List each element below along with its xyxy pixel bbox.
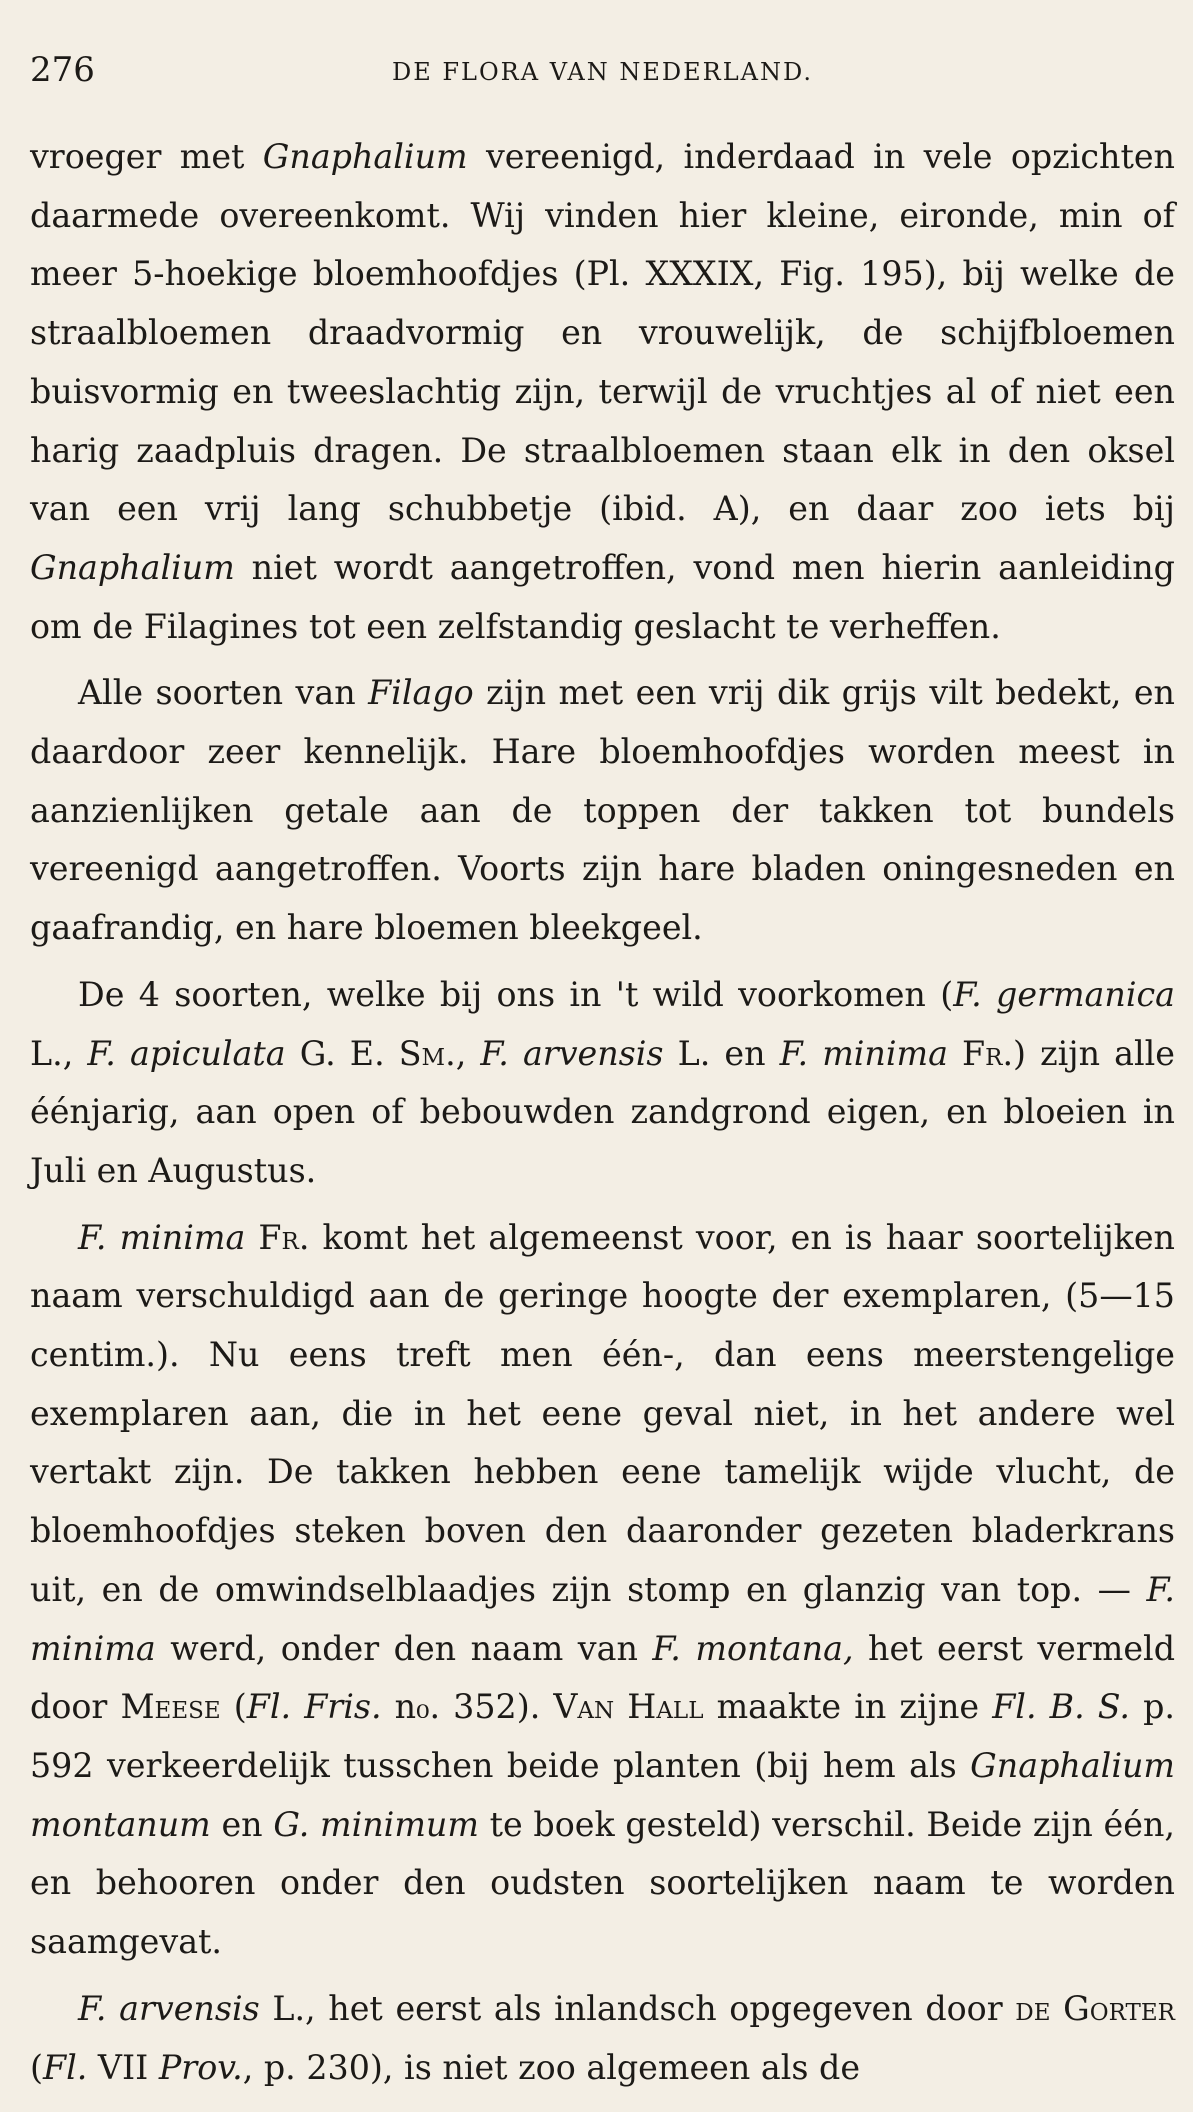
text-run: niet wordt aangetroffen, vond men hierin aanleiding om de Filagines tot een zelfstandig geslacht te verheffen. xyxy=(30,547,1175,646)
author-name: Van Hall xyxy=(553,1687,704,1727)
author-name: Fr. xyxy=(962,1033,1014,1073)
taxon-name: Gnaphalium xyxy=(30,547,235,587)
text-run: , p. 230), is niet zoo algemeen als de xyxy=(242,2047,861,2087)
text-run xyxy=(948,1034,962,1073)
running-title: DE FLORA VAN NEDERLAND. xyxy=(392,58,813,86)
taxon-name: F. arvensis xyxy=(78,1988,260,2028)
text-run: p. 592 verkeerdelijk tusschen beide planten (bij hem als xyxy=(30,1687,1176,1785)
text-run: , xyxy=(455,1033,481,1073)
taxon-name: F. minima xyxy=(78,1217,246,1257)
text-run xyxy=(245,1218,258,1257)
text-run: het eerst vermeld door xyxy=(30,1628,1176,1727)
text-run: vereenigd, inderdaad in vele opzichten daarmede overeenkomt. Wij vinden hier kleine, eironde, min of meer 5-hoekige bloemhoofdjes (Pl. XXXIX, Fig. 195), bij welke de straalbloemen draadvormig en vrouwelijk, de schijfbloemen buisvormig en tweeslachtig zijn, terwijl de vruchtjes al of niet een harig zaadpluis dragen. De straalbloemen staan elk in den oksel van een vrij lang schubbetje (ibid. A), en daar zoo iets bij xyxy=(30,137,1175,529)
author-name: de Gorter xyxy=(1015,1988,1175,2028)
text-run: ) zijn alle éénjarig, aan open of bebouwden zandgrond eigen, en bloeien in Juli en Augustus. xyxy=(30,1033,1176,1190)
taxon-name: Gnaphalium xyxy=(262,137,468,176)
text-run: te boek gesteld) verschil. Beide zijn één, en behooren onder den oudsten soortelijken naam te worden saamgevat. xyxy=(30,1804,1175,1962)
text-run: De 4 soorten, welke bij ons in 't wild voorkomen ( xyxy=(78,974,954,1014)
paragraph-5 xyxy=(30,1980,1175,2097)
taxon-name: G. minimum xyxy=(273,1804,479,1844)
text-run: komt het algemeenst voor, en is haar soortelijken naam verschuldigd aan de geringe hoogte der exemplaren, (5—15 centim.). Nu eens treft men één-, dan eens meerstengelige exemplaren aan, die in het eene geval niet, in het andere wel vertakt zijn. De takken hebben eene tamelijk wijde vlucht, de bloemhoofdjes steken boven den daaronder gezeten bladerkrans uit, en de omwindselblaadjes zijn stomp en glanzig van top. — xyxy=(30,1217,1175,1609)
text-run: maakte in zijne xyxy=(703,1687,993,1727)
text-run: L. en xyxy=(663,1033,780,1073)
text-run: werd, onder den naam van xyxy=(155,1628,653,1668)
taxon-name: F. minima xyxy=(30,1569,1175,1668)
paragraph-3 xyxy=(30,966,1175,1201)
taxon-name: F. germanica xyxy=(953,974,1175,1014)
page-header xyxy=(30,50,1175,100)
text-run: zijn met een vrij dik grijs vilt bedekt, en daardoor zeer kennelijk. Hare bloemhoofdjes worden meest in aanzienlijken getale aan de toppen der takken tot bundels vereenigd aangetroffen. Voorts zijn hare bladen oningesneden en gaafrandig, en hare bloemen bleekgeel. xyxy=(30,673,1175,948)
text-run: VII xyxy=(87,2047,159,2087)
taxon-name: F. montana, xyxy=(652,1628,854,1668)
taxon-name: Filago xyxy=(368,673,474,713)
text-run: G. E. xyxy=(285,1033,399,1073)
text-run: vroeger met xyxy=(30,137,263,176)
work-title: Fl. B. S. xyxy=(992,1687,1131,1727)
book-page xyxy=(30,50,1175,2097)
text-run: L., het eerst als inlandsch opgegeven door xyxy=(259,1988,1016,2028)
work-title: Fl. Fris. xyxy=(246,1687,382,1727)
author-name: Meese xyxy=(120,1687,221,1727)
text-run: ( xyxy=(220,1687,247,1727)
taxon-name: F. arvensis xyxy=(480,1033,664,1073)
page-number: 276 xyxy=(30,50,95,90)
text-run: Alle soorten van xyxy=(78,673,369,713)
text-run: ( xyxy=(30,2047,43,2087)
work-title: Prov. xyxy=(158,2047,243,2087)
paragraph-2 xyxy=(30,664,1175,958)
author-name: Sm. xyxy=(398,1033,456,1073)
taxon-name: F. minima xyxy=(779,1033,948,1073)
text-run: n₀. 352). xyxy=(381,1687,554,1727)
work-title: Fl. xyxy=(43,2047,88,2087)
paragraph-1 xyxy=(30,128,1175,656)
paragraph-4 xyxy=(30,1209,1175,1972)
taxon-name: Gnaphalium montanum xyxy=(30,1745,1175,1844)
taxon-name: F. apiculata xyxy=(87,1033,286,1073)
text-run: L., xyxy=(30,1033,88,1073)
text-run: en xyxy=(210,1804,274,1844)
author-name: Fr. xyxy=(258,1217,310,1257)
body-text xyxy=(30,128,1175,2097)
